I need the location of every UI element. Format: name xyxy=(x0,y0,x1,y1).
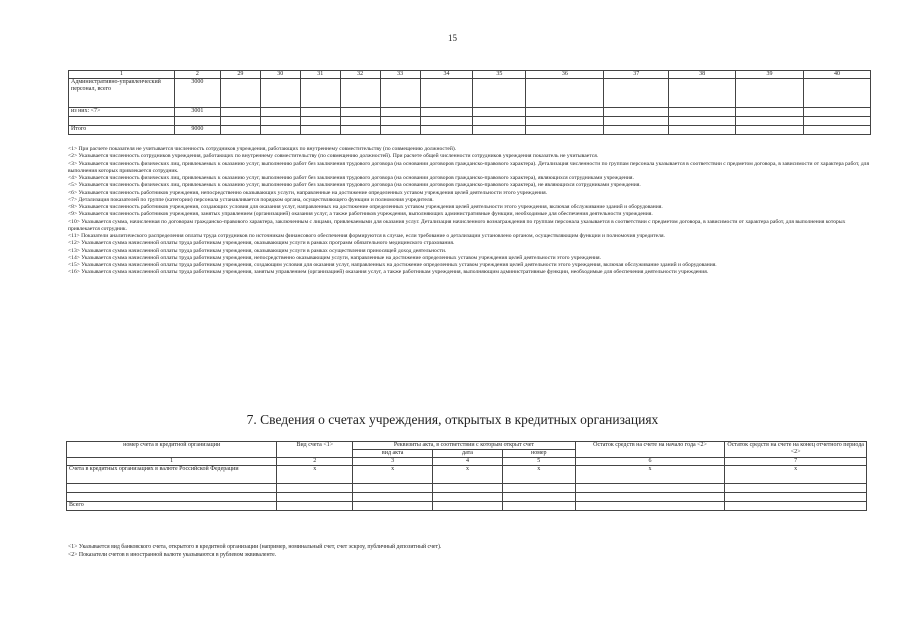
header-cell: 1 xyxy=(69,71,175,79)
header-requisites: Реквизиты акта, в соответствии с которым открыт счет xyxy=(353,442,575,450)
column-numbers-row xyxy=(67,458,867,466)
footnote: <6> Указывается численность работников учреждения, непосредственно оказывающих услуги, направленные на достижение определенных уставом учреждения целей деятельности этого учреждения. xyxy=(68,189,548,196)
row-label: Счета в кредитных организациях в валюте Российской Федерации xyxy=(67,466,277,484)
header-cell: 34 xyxy=(420,71,473,79)
footnote: <15> Указывается сумма начисленной оплаты труда работникам учреждения, создающим условия для оказания услуг, направленных на достижение определенных уставом учреждения целей деятельности этого учреждения, включая обслуживание зданий и оборудования. xyxy=(68,262,717,268)
column-number: 6 xyxy=(575,458,725,466)
footnote: <2> Показатели счетов в иностранной валюте указываются в рублевом эквиваленте. xyxy=(68,552,277,558)
header-cell: 37 xyxy=(604,71,669,79)
table-cell: х xyxy=(725,466,867,484)
table-row xyxy=(67,484,867,493)
footnote: <13> Указывается сумма начисленной оплаты труда работникам учреждения, оказывающим услуги в рамках осуществления приносящей доход деятельности. xyxy=(68,247,447,254)
table-cell: х xyxy=(575,466,725,484)
footnote: <2> Указывается численность сотрудников учреждения, работающих по внутреннему совместительству (по совмещению должностей). При расчете общей численности сотрудников учреждения показатель не учитывается. xyxy=(68,153,599,160)
table-cell: х xyxy=(502,466,575,484)
table-cell: х xyxy=(277,466,353,484)
header-date: дата xyxy=(433,450,503,458)
table-row xyxy=(67,493,867,502)
row-label xyxy=(69,117,175,126)
header-cell: 31 xyxy=(300,71,340,79)
page-number: 15 xyxy=(448,33,457,43)
column-number: 2 xyxy=(277,458,353,466)
table-header-row xyxy=(69,71,871,79)
header-cell: 29 xyxy=(220,71,260,79)
table-row xyxy=(67,466,867,484)
table-header-row xyxy=(67,442,867,450)
header-cell: 32 xyxy=(340,71,380,79)
row-label: Всего xyxy=(67,502,277,511)
header-number: номер xyxy=(502,450,575,458)
table-row xyxy=(67,502,867,511)
header-account-type: Вид счета <1> xyxy=(277,442,353,458)
header-cell: 33 xyxy=(380,71,420,79)
footnotes-accounts xyxy=(68,543,868,559)
row-label: Административно-управленческий персонал, всего xyxy=(69,79,175,108)
column-number: 3 xyxy=(353,458,433,466)
header-cell: 35 xyxy=(473,71,526,79)
table-cell: х xyxy=(433,466,503,484)
footnotes xyxy=(68,146,876,277)
header-cell: 38 xyxy=(669,71,736,79)
table-cell: х xyxy=(353,466,433,484)
header-cell: 39 xyxy=(736,71,804,79)
footnote: <8> Указывается численность работников учреждения, создающих условия для оказания услуг, направленных на достижение определенных уставом учреждения целей деятельности этого учреждения, включая обслуживание зданий и оборудования. xyxy=(68,204,663,210)
footnote: <14> Указывается сумма начисленной оплаты труда работникам учреждения, непосредственно оказывающим услуги, направленные на достижение определенных уставом учреждения целей деятельности этого учреждения. xyxy=(68,254,602,261)
accounts-table xyxy=(66,441,867,511)
header-cell: 40 xyxy=(803,71,870,79)
table-row xyxy=(69,108,871,117)
section-title: 7. Сведения о счетах учреждения, открытых в кредитных организациях xyxy=(246,412,659,427)
footnote: <1> Указывается вид банковского счета, открытого в кредитной организации (например, номинальный счет, счет эскроу, публичный депозитный счет). xyxy=(68,544,442,550)
footnote: <1> При расчете показателя не учитывается численность сотрудников учреждения, работающих по внутреннему совместительству (по совмещению должностей). xyxy=(68,146,457,152)
footnote: <9> Указывается численность работников учреждения, занятых управлением (организацией) оказания услуг, а также работников учреждения, выполняющих административные функции, необходимые для обеспечения деятельности учреждения. xyxy=(68,211,653,218)
column-number: 7 xyxy=(725,458,867,466)
footnote: <4> Указывается численность физических лиц, привлекаемых к оказанию услуг, выполнению работ без заключения трудового договора (на основании договоров гражданско-правового характера), являющихся сотрудниками учреждения. xyxy=(68,175,634,181)
column-number: 5 xyxy=(502,458,575,466)
footnote: <10> Указывается сумма, начисленная по договорам гражданско-правового характера, заключенным с лицами, привлекаемыми для оказания услуг. Детализация начисленного вознаграждения по группам персонала указывается в соответствии с предметом договора, в зависимости от характера работ, для выполнения которых привлекается сотрудник. xyxy=(68,218,846,232)
header-cell: 30 xyxy=(260,71,300,79)
footnote: <11> Показатели аналитического распределения оплаты труда сотрудников по источникам финансового обеспечения формируются в случае, если требование о детализации установлено органом, осуществляющим функции и полномочия учредителя. xyxy=(68,233,665,239)
header-balance-start: Остаток средств на счете на начало года <2> xyxy=(575,442,725,458)
footnote: <12> Указывается сумма начисленной оплаты труда работникам учреждения, оказывающим услуги в рамках программ обязательного медицинского страхования. xyxy=(68,240,455,247)
footnote: <7> Детализация показателей по группе (категории) персонала устанавливается порядком органа, осуществляющего функции и полномочия учредителя. xyxy=(68,196,434,203)
row-label: из них: <7> xyxy=(69,108,175,117)
column-number: 4 xyxy=(433,458,503,466)
row-code: 9000 xyxy=(174,126,220,135)
row-code: 3001 xyxy=(174,108,220,117)
footnote: <16> Указывается сумма начисленной оплаты труда работникам учреждения, занятым управлением (организацией) оказания услуг, а также работникам учреждения, выполняющим административные функции, необходимые для обеспечения деятельности учреждения. xyxy=(68,269,709,276)
header-cell: 36 xyxy=(526,71,604,79)
header-balance-end: Остаток средств на счете на конец отчетного периода <2> xyxy=(725,442,867,458)
row-label: Итого xyxy=(69,126,175,135)
row-code xyxy=(174,117,220,126)
header-act-type: вид акта xyxy=(353,450,433,458)
column-number: 1 xyxy=(67,458,277,466)
table-row xyxy=(69,126,871,135)
header-account: номер счета в кредитной организации xyxy=(67,442,277,458)
table-row xyxy=(69,79,871,108)
header-cell: 2 xyxy=(174,71,220,79)
footnote: <3> Указывается численность физических лиц, привлекаемых к оказанию услуг, выполнению работ без заключения трудового договора (на основании договоров гражданско-правового характера). Детализация численности по группам персонала указывается в соответствии с предметом договора, в зависимости от характера работ, для выполнения которых привлекается сотрудник. xyxy=(68,160,870,174)
footnote: <5> Указывается численность физических лиц, привлекаемых к оказанию услуг, выполнению работ без заключения трудового договора (на основании договоров гражданско-правового характера), не являющихся сотрудниками учреждения. xyxy=(68,182,641,189)
row-code: 3000 xyxy=(174,79,220,108)
table-row xyxy=(69,117,871,126)
staff-table xyxy=(68,70,871,135)
